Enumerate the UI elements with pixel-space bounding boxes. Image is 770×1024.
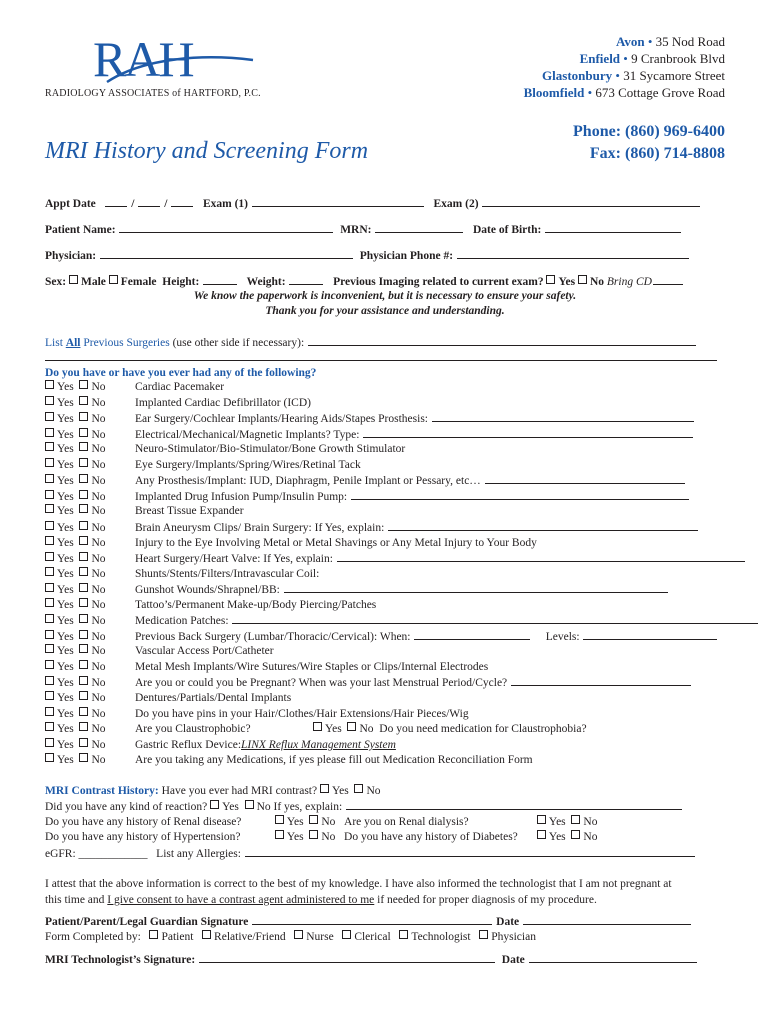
diabetes-no-checkbox[interactable] <box>571 830 580 839</box>
history-yes-checkbox[interactable] <box>45 458 54 467</box>
yes-label: Yes <box>57 692 74 704</box>
history-item <box>45 473 686 488</box>
appt-row: Appt Date / / Exam (1) Exam (2) <box>45 196 701 211</box>
tech-signature-row: MRI Technologist’s Signature: Date <box>45 952 698 967</box>
yes-label: Yes <box>57 536 74 549</box>
history-item-label: Any Prosthesis/Implant: IUD, Diaphragm, Penile Implant or Pessary, etc… <box>135 475 481 488</box>
levels-label: Levels: <box>545 630 580 643</box>
dob-field[interactable] <box>545 222 681 233</box>
tech-signature-field[interactable] <box>199 952 495 963</box>
history-yes-checkbox[interactable] <box>45 536 54 545</box>
contrast-row-3: Do you have any history of Renal disease? Yes No Are you on Renal dialysis? Yes No <box>45 816 598 828</box>
height-field[interactable] <box>203 274 237 285</box>
female-checkbox[interactable] <box>109 275 118 284</box>
no-label: No <box>91 490 106 503</box>
history-yes-checkbox[interactable] <box>45 412 54 421</box>
no-label: No <box>91 615 106 628</box>
attest-line-1: I attest that the above information is correct to the best of my knowledge. I have also informed the technologist that I am not pregnant at <box>45 878 672 890</box>
hypertension-yes-checkbox[interactable] <box>275 830 284 839</box>
menstrual-cycle-field[interactable] <box>511 675 691 686</box>
claustro-med-question: Do you need medication for Claustrophobia? <box>379 723 587 736</box>
physician-row: Physician: Physician Phone #: <box>45 248 690 263</box>
yes-label: Yes <box>57 521 74 534</box>
logo-swoosh-icon <box>105 52 255 92</box>
completed-by-row: Form Completed by: Patient Relative/Friend Nurse Clerical Technologist Physician <box>45 931 536 943</box>
history-yes-checkbox[interactable] <box>45 722 54 731</box>
history-yes-checkbox[interactable] <box>45 660 54 669</box>
yes-label: Yes <box>57 630 74 643</box>
history-item <box>45 411 695 426</box>
history-item-label: Vascular Access Port/Catheter <box>135 645 274 658</box>
surgeries-field[interactable] <box>308 335 696 346</box>
phone-number: Phone: (860) 969-6400 <box>573 123 725 140</box>
yes-label: Yes <box>57 443 74 456</box>
yes-label: Yes <box>57 707 74 720</box>
history-item <box>45 504 244 518</box>
history-yes-checkbox[interactable] <box>45 380 54 389</box>
history-no-checkbox[interactable] <box>79 676 88 685</box>
mrn-field[interactable] <box>375 222 463 233</box>
notice-line-2: Thank you for your assistance and understanding. <box>265 305 505 317</box>
yes-label: Yes <box>57 381 74 393</box>
history-item <box>45 691 291 705</box>
completed-clerical-checkbox[interactable] <box>342 930 351 939</box>
history-no-checkbox[interactable] <box>79 567 88 576</box>
tech-date-field[interactable] <box>529 952 697 963</box>
history-no-checkbox[interactable] <box>79 691 88 700</box>
history-yes-checkbox[interactable] <box>45 644 54 653</box>
back-surgery-levels-field[interactable] <box>583 629 717 640</box>
history-no-checkbox[interactable] <box>79 630 88 639</box>
no-label: No <box>91 396 106 409</box>
guardian-signature-field[interactable] <box>252 914 492 925</box>
history-yes-checkbox[interactable] <box>45 504 54 513</box>
yes-label: Yes <box>57 645 74 658</box>
form-title: MRI History and Screening Form <box>45 138 369 164</box>
history-item-label: Metal Mesh Implants/Wire Sutures/Wire Staples or Clips/Internal Electrodes <box>135 660 489 673</box>
linx-device-label: LINX Reflux Management System <box>241 738 396 751</box>
bring-cd-field[interactable] <box>653 274 683 285</box>
yes-label: Yes <box>57 598 74 611</box>
yes-label: Yes <box>57 738 74 751</box>
history-item <box>45 536 537 550</box>
history-yes-checkbox[interactable] <box>45 552 54 561</box>
history-item-label: Ear Surgery/Cochlear Implants/Hearing Aids/Stapes Prosthesis: <box>135 413 428 426</box>
history-item-label: Cardiac Pacemaker <box>135 381 225 393</box>
prev-imaging-yes-checkbox[interactable] <box>546 275 555 284</box>
contrast-no-checkbox[interactable] <box>354 784 363 793</box>
history-yes-checkbox[interactable] <box>45 691 54 700</box>
yes-label: Yes <box>57 458 74 471</box>
no-label: No <box>91 567 106 580</box>
history-item <box>45 551 746 566</box>
hypertension-no-checkbox[interactable] <box>309 830 318 839</box>
egfr-field[interactable]: eGFR: ____________ <box>45 848 148 860</box>
claustro-med-yes-checkbox[interactable] <box>313 722 322 731</box>
history-yes-checkbox[interactable] <box>45 396 54 405</box>
history-item-label: Are you taking any Medications, if yes please fill out Medication Reconciliation Form <box>135 754 533 767</box>
surgeries-row: List All Previous Surgeries (use other side if necessary): <box>45 335 697 350</box>
history-item-field[interactable] <box>485 473 685 484</box>
no-label: No <box>91 692 106 704</box>
weight-field[interactable] <box>289 274 323 285</box>
allergies-field[interactable] <box>245 846 695 857</box>
renal-no-checkbox[interactable] <box>309 815 318 824</box>
history-item-label: Eye Surgery/Implants/Spring/Wires/Retinal Tack <box>135 458 361 471</box>
history-item-label: Gunshot Wounds/Shrapnel/BB: <box>135 584 280 597</box>
history-item-field[interactable] <box>388 520 698 531</box>
history-yes-checkbox[interactable] <box>45 490 54 499</box>
history-item-label: Heart Surgery/Heart Valve: If Yes, explain: <box>135 553 333 566</box>
history-no-checkbox[interactable] <box>79 614 88 623</box>
history-no-checkbox[interactable] <box>79 707 88 716</box>
history-no-checkbox[interactable] <box>79 738 88 747</box>
surgeries-field-line-2[interactable] <box>45 360 717 361</box>
guardian-signature-row: Patient/Parent/Legal Guardian Signature Date <box>45 914 692 929</box>
no-label: No <box>91 553 106 566</box>
history-no-checkbox[interactable] <box>79 428 88 437</box>
completed-relative-checkbox[interactable] <box>202 930 211 939</box>
location-glastonbury: Glastonbury • 31 Sycamore Street <box>542 68 725 83</box>
history-item-label: Medication Patches: <box>135 615 229 628</box>
history-item <box>45 582 669 597</box>
no-label: No <box>91 630 106 643</box>
history-yes-checkbox[interactable] <box>45 753 54 762</box>
reaction-explain-field[interactable] <box>346 799 682 810</box>
appt-month-field[interactable] <box>105 196 127 207</box>
dialysis-yes-checkbox[interactable] <box>537 815 546 824</box>
notice-line-1: We know the paperwork is inconvenient, but it is necessary to ensure your safety. <box>193 290 577 302</box>
logo-company-name: RADIOLOGY ASSOCIATES of HARTFORD, P.C. <box>45 88 261 99</box>
no-label: No <box>91 707 106 720</box>
history-no-checkbox[interactable] <box>79 552 88 561</box>
history-yes-checkbox[interactable] <box>45 598 54 607</box>
no-label: No <box>91 584 106 597</box>
history-item-field[interactable] <box>363 427 693 438</box>
history-no-checkbox[interactable] <box>79 598 88 607</box>
history-yes-checkbox[interactable] <box>45 583 54 592</box>
history-item <box>45 629 718 644</box>
yes-label: Yes <box>57 396 74 409</box>
history-item-label: Electrical/Mechanical/Magnetic Implants? Type: <box>135 428 360 441</box>
history-item-label: Implanted Cardiac Defibrillator (ICD) <box>135 396 311 409</box>
history-item <box>45 567 319 581</box>
history-item-label: Dentures/Partials/Dental Implants <box>135 692 292 704</box>
history-item: Yes No Are you Claustrophobic? Yes No Do you need medication for Claustrophobia? <box>45 722 587 736</box>
patient-row: Patient Name: MRN: Date of Birth: <box>45 222 682 237</box>
history-item <box>45 753 533 767</box>
history-item-label: Do you have pins in your Hair/Clothes/Hair Extensions/Hair Pieces/Wig <box>135 707 469 720</box>
fax-number: Fax: (860) 714-8808 <box>589 145 725 162</box>
history-yes-checkbox[interactable] <box>45 614 54 623</box>
prev-imaging-no-checkbox[interactable] <box>578 275 587 284</box>
history-item-field[interactable] <box>351 489 689 500</box>
yes-label: Yes <box>57 615 74 628</box>
yes-label: Yes <box>57 505 74 518</box>
no-label: No <box>91 598 106 611</box>
history-no-checkbox[interactable] <box>79 660 88 669</box>
history-yes-checkbox[interactable] <box>45 428 54 437</box>
history-item <box>45 442 405 456</box>
history-no-checkbox[interactable] <box>79 521 88 530</box>
contrast-row-4: Do you have any history of Hypertension? Yes No Do you have any history of Diabetes? Yes No <box>45 831 598 843</box>
history-item <box>45 380 224 394</box>
yes-label: Yes <box>57 490 74 503</box>
completed-technologist-checkbox[interactable] <box>399 930 408 939</box>
history-yes-checkbox[interactable] <box>45 676 54 685</box>
contrast-yes-checkbox[interactable] <box>320 784 329 793</box>
no-label: No <box>91 521 106 534</box>
no-label: No <box>91 443 106 456</box>
appt-day-field[interactable] <box>138 196 160 207</box>
history-item-label: Injury to the Eye Involving Metal or Metal Shavings or Any Metal Injury to Your Body <box>135 536 537 549</box>
physician-field[interactable] <box>100 248 353 259</box>
history-item-label: Implanted Drug Infusion Pump/Insulin Pump: <box>135 490 348 503</box>
history-item-label: Tattoo’s/Permanent Make-up/Body Piercing/Patches <box>135 598 377 611</box>
dialysis-no-checkbox[interactable] <box>571 815 580 824</box>
history-item-label: Breast Tissue Expander <box>135 505 244 518</box>
history-item <box>45 738 396 752</box>
contrast-row-5: eGFR: ____________ List any Allergies: <box>45 846 696 861</box>
yes-label: Yes <box>57 584 74 597</box>
history-item-label: Are you or could you be Pregnant? When was your last Menstrual Period/Cycle? <box>135 677 508 690</box>
history-no-checkbox[interactable] <box>79 380 88 389</box>
yes-label: Yes <box>57 660 74 673</box>
history-no-checkbox[interactable] <box>79 753 88 762</box>
history-item-label: Neuro-Stimulator/Bio-Stimulator/Bone Growth Stimulator <box>135 443 406 456</box>
guardian-date-field[interactable] <box>523 914 691 925</box>
history-item-label: Brain Aneurysm Clips/ Brain Surgery: If Yes, explain: <box>135 521 385 534</box>
company-logo <box>45 32 260 102</box>
no-label: No <box>91 660 106 673</box>
history-yes-checkbox[interactable] <box>45 521 54 530</box>
completed-patient-checkbox[interactable] <box>149 930 158 939</box>
contrast-row-1: MRI Contrast History: Have you ever had MRI contrast? Yes No <box>45 785 381 797</box>
history-no-checkbox[interactable] <box>79 412 88 421</box>
history-item <box>45 598 376 612</box>
history-item-label: Are you Claustrophobic? <box>135 723 251 736</box>
history-item <box>45 675 692 690</box>
reaction-no-checkbox[interactable] <box>245 800 254 809</box>
history-item <box>45 644 274 658</box>
history-item <box>45 613 759 628</box>
no-label: No <box>91 505 106 518</box>
history-item <box>45 707 469 721</box>
no-label: No <box>91 428 106 441</box>
history-no-checkbox[interactable] <box>79 474 88 483</box>
male-checkbox[interactable] <box>69 275 78 284</box>
history-no-checkbox[interactable] <box>79 583 88 592</box>
yes-label: Yes <box>57 677 74 690</box>
history-no-checkbox[interactable] <box>79 722 88 731</box>
history-item-label: Gastric Reflux Device: <box>135 738 242 751</box>
patient-name-field[interactable] <box>119 222 333 233</box>
no-label: No <box>91 754 106 767</box>
renal-yes-checkbox[interactable] <box>275 815 284 824</box>
yes-label: Yes <box>57 723 74 736</box>
location-bloomfield: Bloomfield • 673 Cottage Grove Road <box>523 85 725 100</box>
exam2-field[interactable] <box>482 196 700 207</box>
back-surgery-when-field[interactable] <box>414 629 530 640</box>
history-item <box>45 427 694 442</box>
yes-label: Yes <box>57 475 74 488</box>
claustro-med-no-checkbox[interactable] <box>347 722 356 731</box>
no-label: No <box>91 381 106 393</box>
completed-physician-checkbox[interactable] <box>479 930 488 939</box>
history-item <box>45 520 699 535</box>
exam1-field[interactable] <box>252 196 424 207</box>
no-label: No <box>91 677 106 690</box>
history-item-label: Shunts/Stents/Filters/Intravascular Coil: <box>135 567 320 580</box>
history-item-label: Previous Back Surgery (Lumbar/Thoracic/Cervical): When: <box>135 630 411 643</box>
history-item-field[interactable] <box>337 551 745 562</box>
history-item-field[interactable] <box>432 411 694 422</box>
no-label: No <box>91 536 106 549</box>
history-item <box>45 489 690 504</box>
history-no-checkbox[interactable] <box>79 536 88 545</box>
yes-label: Yes <box>57 567 74 580</box>
attest-line-2: this time and I give consent to have a contrast agent administered to me if needed for proper diagnosis of my procedure. <box>45 894 597 906</box>
history-yes-checkbox[interactable] <box>45 442 54 451</box>
diabetes-yes-checkbox[interactable] <box>537 830 546 839</box>
history-item <box>45 660 488 674</box>
history-no-checkbox[interactable] <box>79 504 88 513</box>
no-label: No <box>91 475 106 488</box>
appt-year-field[interactable] <box>171 196 193 207</box>
history-yes-checkbox[interactable] <box>45 707 54 716</box>
history-no-checkbox[interactable] <box>79 490 88 499</box>
history-no-checkbox[interactable] <box>79 644 88 653</box>
history-item-field[interactable] <box>284 582 668 593</box>
history-no-checkbox[interactable] <box>79 396 88 405</box>
history-yes-checkbox[interactable] <box>45 630 54 639</box>
sex-row: Sex: Male Female Height: Weight: Previous Imaging related to current exam? Yes No Bring CD <box>45 274 684 289</box>
history-item <box>45 396 311 410</box>
history-yes-checkbox[interactable] <box>45 474 54 483</box>
location-enfield: Enfield • 9 Cranbrook Blvd <box>579 51 725 66</box>
history-no-checkbox[interactable] <box>79 442 88 451</box>
no-label: No <box>91 723 106 736</box>
history-no-checkbox[interactable] <box>79 458 88 467</box>
history-item <box>45 458 361 472</box>
physician-phone-field[interactable] <box>457 248 689 259</box>
history-yes-checkbox[interactable] <box>45 567 54 576</box>
no-label: No <box>91 645 106 658</box>
yes-label: Yes <box>57 754 74 767</box>
location-avon: Avon • 35 Nod Road <box>615 34 725 49</box>
yes-label: Yes <box>57 553 74 566</box>
history-yes-checkbox[interactable] <box>45 738 54 747</box>
no-label: No <box>91 738 106 751</box>
history-item-field[interactable] <box>232 613 758 624</box>
yes-label: Yes <box>57 428 74 441</box>
reaction-yes-checkbox[interactable] <box>210 800 219 809</box>
no-label: No <box>91 458 106 471</box>
completed-nurse-checkbox[interactable] <box>294 930 303 939</box>
contrast-row-2: Did you have any kind of reaction? Yes No If yes, explain: <box>45 799 683 814</box>
history-heading: Do you have or have you ever had any of the following? <box>45 367 317 379</box>
logo-mark: RAH <box>93 31 193 87</box>
yes-label: Yes <box>57 413 74 426</box>
no-label: No <box>91 413 106 426</box>
